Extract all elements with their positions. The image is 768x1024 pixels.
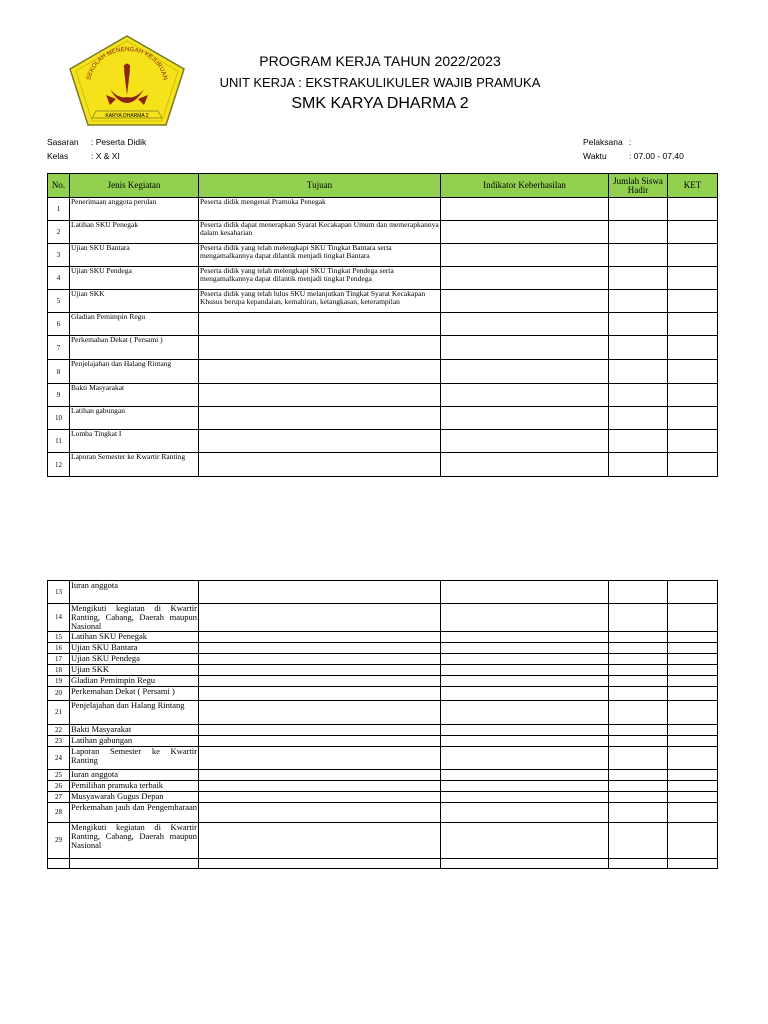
row-jenis: Gladian Pemimpin Regu xyxy=(70,676,199,687)
row-tujuan xyxy=(199,803,441,823)
table-row xyxy=(48,244,718,267)
row-indikator xyxy=(441,803,609,823)
row-indikator xyxy=(441,725,609,736)
row-ket xyxy=(668,581,718,604)
row-no: 4 xyxy=(48,267,70,290)
row-jumlah xyxy=(609,360,668,384)
row-ket xyxy=(668,823,718,859)
row-ket xyxy=(668,687,718,701)
table-row xyxy=(48,360,718,384)
row-ket xyxy=(668,384,718,407)
row-ket xyxy=(668,770,718,781)
table-row xyxy=(48,221,718,244)
row-indikator xyxy=(441,336,609,360)
row-jenis: Mengikuti kegiatan di Kwartir Ranting, Cabang, Daerah maupun Nasional xyxy=(71,603,197,631)
row-indikator xyxy=(441,781,609,792)
row-jenis: Pemilihan pramuka terbaik xyxy=(70,781,199,792)
row-no: 22 xyxy=(48,725,70,736)
row-jenis: Ujian SKU Pendega xyxy=(70,267,199,290)
row-jumlah xyxy=(609,747,668,770)
row-jenis: Ujian SKU Pendega xyxy=(70,654,199,665)
table-row xyxy=(48,632,718,643)
row-ket xyxy=(668,221,718,244)
row-tujuan xyxy=(199,781,441,792)
row-indikator xyxy=(441,632,609,643)
row-no: 25 xyxy=(48,770,70,781)
row-ket xyxy=(668,725,718,736)
table-row xyxy=(48,336,718,360)
row-indikator xyxy=(441,313,609,336)
row-jumlah xyxy=(609,781,668,792)
row-tujuan xyxy=(199,747,441,770)
table-row xyxy=(48,725,718,736)
header-no: No. xyxy=(48,174,70,198)
row-tujuan xyxy=(199,453,441,477)
table-row xyxy=(48,859,718,869)
row-tujuan: Peserta didik yang telah lulus SKU melanjutkan Tingkat Syarat Kecakapan Khusus berupa kepandaian, kemahiran, ketangkasan, keterampilan xyxy=(199,290,441,313)
row-no: 24 xyxy=(48,747,70,770)
row-ket xyxy=(668,803,718,823)
row-ket xyxy=(668,632,718,643)
row-jumlah xyxy=(609,803,668,823)
row-jenis: Penerimaan anggota perulan xyxy=(70,198,199,221)
row-ket xyxy=(668,676,718,687)
row-indikator xyxy=(441,267,609,290)
row-indikator xyxy=(441,665,609,676)
row-jenis xyxy=(70,859,199,869)
row-jumlah xyxy=(609,701,668,725)
program-table-bottom xyxy=(47,580,718,869)
row-tujuan xyxy=(199,736,441,747)
header-ket: KET xyxy=(668,174,718,198)
table-row xyxy=(48,407,718,430)
row-indikator xyxy=(441,770,609,781)
table-row xyxy=(48,781,718,792)
row-no: 14 xyxy=(48,604,70,632)
row-tujuan: Peserta didik mengenal Pramuka Penegak xyxy=(199,198,441,221)
row-tujuan xyxy=(199,676,441,687)
table-row xyxy=(48,823,718,859)
row-tujuan xyxy=(199,384,441,407)
row-jumlah xyxy=(609,336,668,360)
row-ket xyxy=(668,313,718,336)
row-indikator xyxy=(441,384,609,407)
row-tujuan xyxy=(199,687,441,701)
row-ket xyxy=(668,736,718,747)
row-tujuan: Peserta didik yang telah melengkapi SKU Tingkat Pendega serta mengamalkannya dapat dilantik menjadi tingkat Pendega xyxy=(199,267,441,290)
pelaksana-label: Pelaksana xyxy=(583,137,623,147)
header-indikator: Indikator Keberhasilan xyxy=(441,174,609,198)
row-jenis: Bakti Masyarakat xyxy=(70,384,199,407)
row-indikator xyxy=(441,453,609,477)
row-ket xyxy=(668,654,718,665)
row-jenis: Latihan gabungan xyxy=(70,736,199,747)
row-tujuan xyxy=(199,430,441,453)
row-indikator xyxy=(441,859,609,869)
school-title: SMK KARYA DHARMA 2 xyxy=(291,95,469,112)
row-jenis: Bakti Masyarakat xyxy=(70,725,199,736)
table-row xyxy=(48,313,718,336)
table-row xyxy=(48,430,718,453)
row-no: 12 xyxy=(48,453,70,477)
row-no: 5 xyxy=(48,290,70,313)
row-ket xyxy=(668,643,718,654)
row-tujuan xyxy=(199,643,441,654)
unit-title: UNIT KERJA : EKSTRAKULIKULER WAJIB PRAMUKA xyxy=(219,75,541,90)
row-no: 23 xyxy=(48,736,70,747)
row-ket xyxy=(668,407,718,430)
row-jumlah xyxy=(609,290,668,313)
row-jumlah xyxy=(609,770,668,781)
row-jenis: Mengikuti kegiatan di Kwartir Ranting, Cabang, Daerah maupun Nasional xyxy=(70,823,199,859)
row-jenis: Penjelajahan dan Halang Rintang xyxy=(70,701,199,725)
row-ket xyxy=(668,781,718,792)
row-indikator xyxy=(441,676,609,687)
table-row xyxy=(48,453,718,477)
row-ket xyxy=(668,430,718,453)
row-no: 21 xyxy=(48,701,70,725)
row-indikator xyxy=(441,360,609,384)
row-ket xyxy=(668,198,718,221)
kelas-label: Kelas xyxy=(47,151,69,161)
pelaksana-value: : xyxy=(629,137,632,147)
table-row xyxy=(48,676,718,687)
table-row xyxy=(48,654,718,665)
row-jumlah xyxy=(609,823,668,859)
row-ket xyxy=(668,665,718,676)
row-no: 19 xyxy=(48,676,70,687)
row-ket xyxy=(668,244,718,267)
row-jenis: Iuran anggota xyxy=(70,581,199,604)
row-indikator xyxy=(441,792,609,803)
row-jumlah xyxy=(609,221,668,244)
row-ket xyxy=(668,267,718,290)
row-jumlah xyxy=(609,267,668,290)
row-jumlah xyxy=(609,859,668,869)
logo-banner-text: KARYA DHARMA 2 xyxy=(105,112,149,119)
row-ket xyxy=(668,604,718,632)
row-jumlah xyxy=(609,643,668,654)
row-jenis: Ujian SKU Bantara xyxy=(70,643,199,654)
row-indikator xyxy=(441,407,609,430)
row-jenis: Ujian SKU Bantara xyxy=(70,244,199,267)
row-indikator xyxy=(441,654,609,665)
table-row xyxy=(48,604,718,632)
school-logo xyxy=(66,33,188,129)
document-title: PROGRAM KERJA TAHUN 2022/2023 xyxy=(259,53,501,69)
row-no: 13 xyxy=(48,581,70,604)
row-jumlah xyxy=(609,604,668,632)
row-jumlah xyxy=(609,792,668,803)
row-jumlah xyxy=(609,654,668,665)
program-table-top xyxy=(47,173,718,477)
row-jumlah xyxy=(609,736,668,747)
row-tujuan: Peserta didik yang telah melengkapi SKU Tingkat Bantara serta mengamalkannya dapat dilantik menjadi tingkat Bantara xyxy=(199,244,441,267)
row-no xyxy=(48,859,70,869)
row-tujuan xyxy=(199,859,441,869)
row-tujuan xyxy=(199,770,441,781)
row-jenis: Gladian Pemimpin Regu xyxy=(70,313,199,336)
row-jenis: Latihan SKU Penegak xyxy=(70,632,199,643)
row-no: 8 xyxy=(48,360,70,384)
row-no: 26 xyxy=(48,781,70,792)
row-jenis: Laporan Semester ke Kwartir Ranting xyxy=(70,747,199,770)
header-jenis: Jenis Kegiatan xyxy=(70,174,199,198)
row-jumlah xyxy=(609,384,668,407)
row-no: 17 xyxy=(48,654,70,665)
table-row xyxy=(48,643,718,654)
sasaran-value: : Peserta Didik xyxy=(91,137,147,147)
row-jenis: Musyawarah Gugus Depan xyxy=(70,792,199,803)
table-row xyxy=(48,581,718,604)
row-jumlah xyxy=(609,198,668,221)
table-row xyxy=(48,792,718,803)
row-indikator xyxy=(441,430,609,453)
table-row xyxy=(48,384,718,407)
row-jumlah xyxy=(609,725,668,736)
table-row xyxy=(48,803,718,823)
row-jenis: Perkemahan Dekat ( Persami ) xyxy=(70,687,199,701)
table-row xyxy=(48,267,718,290)
row-indikator xyxy=(441,823,609,859)
row-tujuan xyxy=(199,581,441,604)
row-jenis: Ujian SKK xyxy=(70,290,199,313)
row-indikator xyxy=(441,747,609,770)
row-ket xyxy=(668,360,718,384)
row-indikator xyxy=(441,736,609,747)
row-no: 29 xyxy=(48,823,70,859)
waktu-label: Waktu xyxy=(583,151,607,161)
row-no: 1 xyxy=(48,198,70,221)
row-jumlah xyxy=(609,676,668,687)
row-ket xyxy=(668,290,718,313)
row-jenis: Penjelajahan dan Halang Rintang xyxy=(70,360,199,384)
row-ket xyxy=(668,792,718,803)
row-jenis: Latihan gabungan xyxy=(70,407,199,430)
row-indikator xyxy=(441,604,609,632)
row-indikator xyxy=(441,244,609,267)
row-no: 11 xyxy=(48,430,70,453)
row-jenis: Perkemahan Dekat ( Persami ) xyxy=(70,336,199,360)
row-ket xyxy=(668,747,718,770)
row-tujuan xyxy=(199,792,441,803)
row-jumlah xyxy=(609,687,668,701)
table-row xyxy=(48,736,718,747)
row-no: 10 xyxy=(48,407,70,430)
row-indikator xyxy=(441,701,609,725)
row-indikator xyxy=(441,290,609,313)
row-tujuan xyxy=(199,604,441,632)
row-no: 18 xyxy=(48,665,70,676)
header-jumlah: Jumlah Siswa Hadir xyxy=(609,174,668,198)
row-indikator xyxy=(441,221,609,244)
row-jumlah xyxy=(609,581,668,604)
table-row xyxy=(48,290,718,313)
row-jumlah xyxy=(609,313,668,336)
row-no: 15 xyxy=(48,632,70,643)
row-no: 27 xyxy=(48,792,70,803)
row-no: 3 xyxy=(48,244,70,267)
row-tujuan xyxy=(199,665,441,676)
sasaran-label: Sasaran xyxy=(47,137,79,147)
row-no: 7 xyxy=(48,336,70,360)
row-jenis: Perkemahan jauh dan Pengembaraan xyxy=(70,803,199,823)
table-row xyxy=(48,747,718,770)
row-jenis: Iuran anggota xyxy=(70,770,199,781)
row-tujuan xyxy=(199,701,441,725)
row-ket xyxy=(668,453,718,477)
kelas-value: : X & XI xyxy=(91,151,120,161)
row-tujuan xyxy=(199,632,441,643)
row-ket xyxy=(668,859,718,869)
row-no: 28 xyxy=(48,803,70,823)
table-row xyxy=(48,198,718,221)
row-jumlah xyxy=(609,244,668,267)
row-jenis: Latihan SKU Penegak xyxy=(70,221,199,244)
logo-arc-text: SEKOLAH MENENGAH KEJURUAN xyxy=(85,45,169,81)
row-no: 20 xyxy=(48,687,70,701)
row-tujuan xyxy=(199,360,441,384)
row-indikator xyxy=(441,198,609,221)
row-indikator xyxy=(441,687,609,701)
header-tujuan: Tujuan xyxy=(199,174,441,198)
row-jenis: Ujian SKK xyxy=(70,665,199,676)
row-jenis: Laporan Semester ke Kwartir Ranting xyxy=(70,453,199,477)
table-row xyxy=(48,665,718,676)
row-jumlah xyxy=(609,453,668,477)
row-tujuan xyxy=(199,725,441,736)
row-tujuan: Peserta didik dapat menerapkan Syarat Kecakapan Umum dan memerapkannya dalam kesaharian xyxy=(199,221,441,244)
row-ket xyxy=(668,336,718,360)
row-indikator xyxy=(441,643,609,654)
table-row xyxy=(48,701,718,725)
row-jumlah xyxy=(609,430,668,453)
row-ket xyxy=(668,701,718,725)
row-tujuan xyxy=(199,336,441,360)
row-jumlah xyxy=(609,407,668,430)
row-jumlah xyxy=(609,632,668,643)
row-no: 2 xyxy=(48,221,70,244)
row-no: 16 xyxy=(48,643,70,654)
row-jenis: Lomba Tingkat I xyxy=(70,430,199,453)
row-tujuan xyxy=(199,823,441,859)
row-tujuan xyxy=(199,654,441,665)
row-no: 9 xyxy=(48,384,70,407)
table-row xyxy=(48,687,718,701)
row-tujuan xyxy=(199,313,441,336)
row-indikator xyxy=(441,581,609,604)
row-jumlah xyxy=(609,665,668,676)
table-row xyxy=(48,770,718,781)
waktu-value: : 07.00 - 07.40 xyxy=(629,151,684,161)
row-no: 6 xyxy=(48,313,70,336)
row-tujuan xyxy=(199,407,441,430)
